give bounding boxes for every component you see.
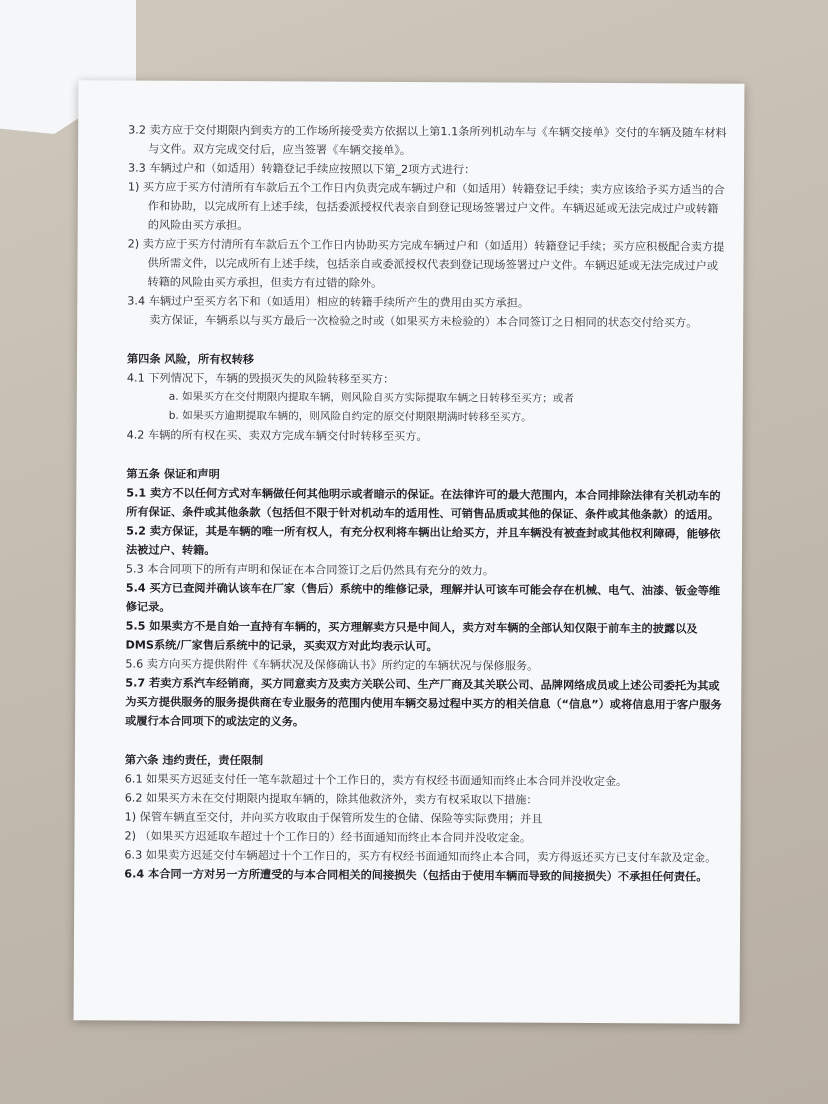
contract-page (74, 80, 745, 1023)
contract-text (124, 121, 728, 887)
clause-line: 5.5 如果卖方不是自始一直持有车辆的，买方理解卖方只是中间人，卖方对车辆的全部认知仅限于前车主的披露以及DMS系统/厂家售后系统中的记录，买卖双方对此均表示认可。 (125, 619, 698, 654)
clause-line: 6.1 如果买方迟延支付任一笔车款超过十个工作日的，卖方有权经书面通知而终止本合同并没收定金。 (124, 772, 628, 789)
clause-line: 3.4 车辆过户至买方名下和（如适用）相应的转籍手续所产生的费用由买方承担。 (127, 294, 530, 310)
clause-line: 1) 买方应于买方付清所有车款后五个工作日内负责完成车辆过户和（如适用）转籍登记手续；卖方应该给予买方适当的合作和协助，以完成所有上述手续，包括委派授权代表亲自到登记现场签署过户文件。车辆迟延或无法完成过户或转籍的风险由买方承担。 (127, 180, 725, 233)
clause-line: b. 如果买方逾期提取车辆的，则风险自约定的原交付期限期满时转移至买方。 (168, 409, 532, 424)
section-heading: 第五条 保证和声明 (126, 467, 220, 482)
clause-line: 5.2 卖方保证，其是车辆的唯一所有权人，有充分权利将车辆出让给买方，并且车辆没有被查封或其他权利障碍，能够依法被过户、转籍。 (125, 524, 721, 557)
clause-line: 3.3 车辆过户和（如适用）转籍登记手续应按照以下第_2项方式进行： (127, 161, 476, 177)
clause-line: 2) 卖方应于买方付清所有车款后五个工作日内协助买方完成车辆过户和（如适用）转籍登记手续；买方应积极配合卖方提供所需文件，以完成所有上述手续，包括亲自或委派授权代表到登记现场签署过户文件。车辆迟延或无法完成过户或转籍的风险由买方承担，但卖方有过错的除外。 (127, 237, 725, 290)
clause-line: 4.2 车辆的所有权在买、卖双方完成车辆交付时转移至买方。 (126, 428, 428, 444)
clause-line: 5.6 卖方向买方提供附件《车辆状况及保修确认书》所约定的车辆状况与保修服务。 (125, 657, 539, 673)
clause-line: 6.4 本合同一方对另一方所遭受的与本合同相关的间接损失（包括由于使用车辆而导致的间接损失）不承担任何责任。 (124, 867, 708, 884)
section-heading: 第四条 风险，所有权转移 (126, 352, 255, 367)
clause-line: 6.2 如果买方未在交付期限内提取车辆的，除其他救济外，卖方有权采取以下措施： (124, 791, 538, 807)
clause-line: 5.4 买方已查阅并确认该车在厂家（售后）系统中的维修记录，理解并认可该车可能会存在机械、电气、油漆、钣金等维修记录。 (125, 581, 721, 614)
clause-line: 5.3 本合同项下的所有声明和保证在本合同签订之后仍然具有充分的效力。 (125, 562, 495, 578)
clause-line: 5.1 卖方不以任何方式对车辆做任何其他明示或者暗示的保证。在法律许可的最大范围内，本合同排除法律有关机动车的所有保证、条件或其他条款（包括但不限于针对机动车的适用性、可销售品质或其他的保证、条件或其他条款）的适用。 (126, 486, 721, 522)
clause-line: 3.2 卖方应于交付期限内到卖方的工作场所接受卖方依据以上第1.1条所列机动车与《车辆交接单》交付的车辆及随车材料与文件。双方完成交付后，应当签署《车辆交接单》。 (128, 123, 727, 158)
clause-line: 6.3 如果卖方迟延交付车辆超过十个工作日的，买方有权经书面通知而终止本合同，卖方得返还买方已支付车款及定金。 (124, 848, 717, 865)
section-heading: 第六条 违约责任，责任限制 (124, 753, 264, 768)
clause-line: 4.1 下列情况下，车辆的毁损灭失的风险转移至买方： (126, 371, 395, 386)
clause-line: 2) （如果买方迟延取车超过十个工作日的）经书面通知而终止本合同并没收定金。 (124, 829, 532, 845)
clause-line: 卖方保证，车辆系以与买方最后一次检验之时或（如果买方未检验的）本合同签订之日相同的状态交付给买方。 (149, 313, 698, 330)
clause-line: 1) 保管车辆直至交付，并向买方收取由于保管所发生的仓储、保险等实际费用；并且 (124, 810, 543, 826)
clause-line: a. 如果买方在交付期限内提取车辆，则风险自买方实际提取车辆之日转移至买方；或者 (168, 390, 575, 405)
clause-line: 5.7 若卖方系汽车经销商，买方同意卖方及卖方关联公司、生产厂商及其关联公司、品牌网络成员或上述公司委托为其或为买方提供服务的服务提供商在专业服务的范围内使用车辆交易过程中买方的相关信息（“信息”）或将信息用于客户服务或履行本合同项下的或法定的义务。 (125, 676, 722, 729)
